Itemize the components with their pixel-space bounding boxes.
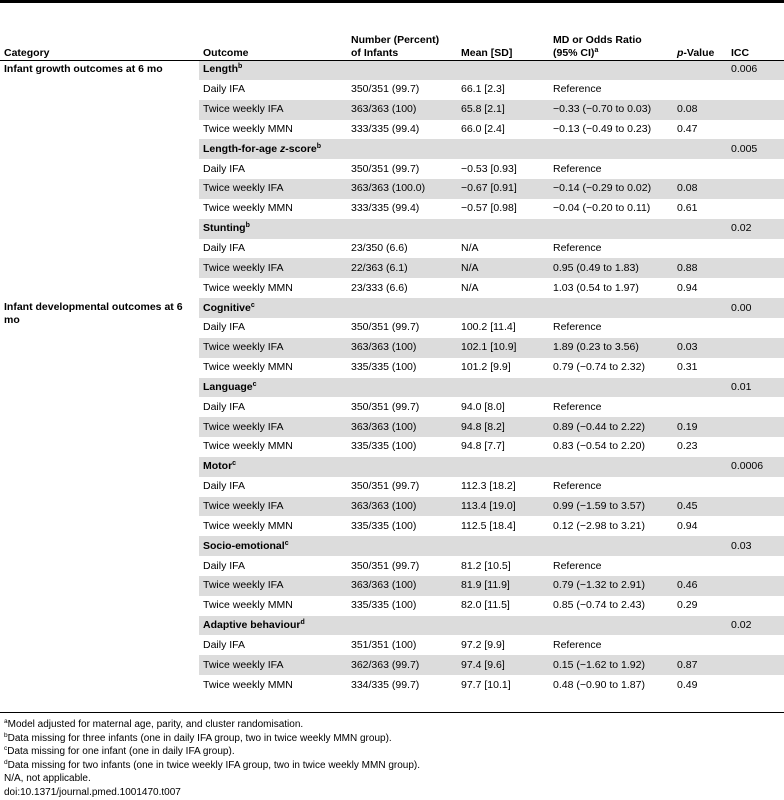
- pvalue-cell: 0.08: [673, 179, 727, 199]
- mean-cell: 113.4 [19.0]: [457, 497, 549, 517]
- number-cell: 333/335 (99.4): [351, 202, 420, 215]
- empty-cell: [673, 616, 727, 636]
- mean-cell: 102.1 [10.9]: [457, 338, 549, 358]
- md-or-cell: Reference: [553, 321, 602, 334]
- empty-cell: [457, 139, 549, 159]
- outcome-group-title: Adaptive behaviour$^d$: [199, 616, 347, 636]
- pvalue-cell: 0.29: [677, 599, 698, 612]
- empty-cell: [727, 100, 784, 120]
- table-footnotes: [4, 718, 420, 799]
- mean-cell: 112.3 [18.2]: [461, 480, 516, 493]
- empty-cell: [347, 139, 457, 159]
- pvalue-cell: 0.23: [677, 440, 698, 453]
- empty-cell: [727, 258, 784, 278]
- md-or-cell: 1.89 (0.23 to 3.56): [549, 338, 673, 358]
- outcome-group-title: Length-for-age z-score$^b$: [199, 139, 347, 159]
- md-or-cell: 0.79 (−1.32 to 2.91): [549, 576, 673, 596]
- number-cell: 335/335 (100): [351, 599, 417, 612]
- icc-cell: 0.01: [727, 378, 784, 398]
- outcome-cell: Daily IFA: [203, 559, 246, 572]
- empty-cell: [549, 60, 673, 80]
- empty-cell: [347, 457, 457, 477]
- outcome-cell: Daily IFA: [203, 400, 246, 413]
- outcome-cell: Twice weekly IFA: [199, 100, 347, 120]
- header-rule: [0, 60, 784, 61]
- mean-cell: −0.67 [0.91]: [457, 179, 549, 199]
- pvalue-cell: 0.08: [673, 100, 727, 120]
- pvalue-cell: [673, 556, 727, 576]
- md-or-cell: 0.95 (0.49 to 1.83): [549, 258, 673, 278]
- number-cell: 350/351 (99.7): [351, 83, 420, 96]
- outcome-cell: Twice weekly IFA: [199, 417, 347, 437]
- outcome-cell: Daily IFA: [203, 162, 246, 175]
- mean-cell: N/A: [461, 281, 479, 294]
- mean-cell: 94.0 [8.0]: [461, 400, 505, 413]
- empty-cell: [727, 635, 784, 655]
- empty-cell: [727, 397, 784, 417]
- empty-cell: [727, 556, 784, 576]
- empty-cell: [727, 437, 784, 457]
- empty-cell: [549, 219, 673, 239]
- mean-cell: N/A: [457, 258, 549, 278]
- number-cell: 335/335 (100): [351, 519, 417, 532]
- mean-cell: 97.4 [9.6]: [457, 655, 549, 675]
- table-bottom-rule: [0, 712, 784, 713]
- header-number: Number (Percent) of Infants: [351, 34, 440, 59]
- outcome-cell: Daily IFA: [203, 638, 246, 651]
- outcome-cell: Twice weekly MMN: [203, 122, 293, 135]
- mean-cell: 81.9 [11.9]: [457, 576, 549, 596]
- table-body: [0, 60, 784, 695]
- mean-cell: 100.2 [11.4]: [461, 321, 516, 334]
- pvalue-cell: 0.31: [677, 361, 698, 374]
- md-or-cell: 0.89 (−0.44 to 2.22): [549, 417, 673, 437]
- empty-cell: [549, 457, 673, 477]
- pvalue-cell: [673, 635, 727, 655]
- number-cell: 23/350 (6.6): [351, 242, 408, 255]
- outcome-cell: Twice weekly IFA: [199, 179, 347, 199]
- md-or-cell: 0.83 (−0.54 to 2.20): [553, 440, 645, 453]
- outcome-cell: Twice weekly MMN: [203, 361, 293, 374]
- outcome-cell: Twice weekly IFA: [199, 576, 347, 596]
- number-cell: 350/351 (99.7): [351, 480, 420, 493]
- md-or-cell: Reference: [553, 83, 602, 96]
- empty-cell: [673, 298, 727, 318]
- md-or-cell: −0.33 (−0.70 to 0.03): [549, 100, 673, 120]
- empty-cell: [347, 616, 457, 636]
- footnote: $^b$Data missing for three infants (one in daily IFA group, two in twice weekly MMN group).: [4, 731, 392, 744]
- pvalue-cell: 0.45: [673, 497, 727, 517]
- empty-cell: [727, 199, 784, 219]
- md-or-cell: 1.03 (0.54 to 1.97): [553, 281, 639, 294]
- outcome-cell: Daily IFA: [203, 480, 246, 493]
- empty-cell: [457, 616, 549, 636]
- outcome-group-title: Length$^b$: [199, 60, 347, 80]
- empty-cell: [727, 318, 784, 338]
- pvalue-cell: [673, 397, 727, 417]
- mean-cell: 97.2 [9.9]: [461, 638, 505, 651]
- pvalue-cell: 0.61: [677, 202, 698, 215]
- header-category: Category: [4, 47, 50, 59]
- pvalue-cell: [673, 159, 727, 179]
- icc-cell: 0.03: [727, 536, 784, 556]
- empty-cell: [457, 298, 549, 318]
- number-cell: 363/363 (100): [347, 338, 457, 358]
- outcome-group-title: Stunting$^b$: [199, 219, 347, 239]
- pvalue-cell: 0.88: [673, 258, 727, 278]
- pvalue-cell: [673, 239, 727, 259]
- number-cell: 350/351 (99.7): [351, 162, 420, 175]
- empty-cell: [727, 179, 784, 199]
- outcome-cell: Twice weekly MMN: [203, 281, 293, 294]
- mean-cell: 101.2 [9.9]: [461, 361, 511, 374]
- empty-cell: [727, 338, 784, 358]
- icc-cell: 0.00: [727, 298, 784, 318]
- outcome-cell: Twice weekly IFA: [199, 338, 347, 358]
- pvalue-cell: 0.94: [677, 519, 698, 532]
- empty-cell: [347, 219, 457, 239]
- number-cell: 350/351 (99.7): [351, 321, 420, 334]
- outcome-group-title: Socio-emotional$^c$: [199, 536, 347, 556]
- md-or-cell: Reference: [553, 400, 602, 413]
- empty-cell: [549, 298, 673, 318]
- empty-cell: [727, 477, 784, 497]
- icc-cell: 0.005: [727, 139, 784, 159]
- md-or-cell: Reference: [553, 162, 602, 175]
- empty-cell: [549, 139, 673, 159]
- category-cell: Infant developmental outcomes at 6 mo: [0, 298, 199, 695]
- mean-cell: 112.5 [18.4]: [461, 519, 516, 532]
- md-or-cell: 0.99 (−1.59 to 3.57): [549, 497, 673, 517]
- header-md-or: MD or Odds Ratio (95% CI)$^a$: [553, 34, 642, 59]
- mean-cell: N/A: [461, 242, 479, 255]
- empty-cell: [457, 378, 549, 398]
- empty-cell: [347, 378, 457, 398]
- pvalue-cell: [673, 80, 727, 100]
- icc-cell: 0.0006: [727, 457, 784, 477]
- number-cell: 350/351 (99.7): [351, 400, 420, 413]
- footnote: doi:10.1371/journal.pmed.1001470.t007: [4, 786, 181, 798]
- outcome-cell: Twice weekly IFA: [199, 655, 347, 675]
- empty-cell: [549, 616, 673, 636]
- number-cell: 351/351 (100): [351, 638, 417, 651]
- md-or-cell: −0.13 (−0.49 to 0.23): [553, 122, 652, 135]
- number-cell: 335/335 (100): [351, 440, 417, 453]
- outcome-cell: Twice weekly MMN: [203, 519, 293, 532]
- mean-cell: 97.7 [10.1]: [461, 678, 511, 691]
- empty-cell: [727, 576, 784, 596]
- pvalue-cell: 0.47: [677, 122, 698, 135]
- table-header-row: [0, 21, 784, 60]
- mean-cell: 65.8 [2.1]: [457, 100, 549, 120]
- number-cell: 22/363 (6.1): [347, 258, 457, 278]
- empty-cell: [727, 497, 784, 517]
- empty-cell: [673, 219, 727, 239]
- outcome-cell: Daily IFA: [203, 83, 246, 96]
- mean-cell: 94.8 [7.7]: [461, 440, 505, 453]
- empty-cell: [673, 139, 727, 159]
- footnote: $^a$Model adjusted for maternal age, parity, and cluster randomisation.: [4, 718, 304, 730]
- number-cell: 362/363 (99.7): [347, 655, 457, 675]
- footnote: $^d$Data missing for two infants (one in twice weekly IFA group, two in twice weekly MMN group).: [4, 758, 421, 771]
- mean-cell: −0.57 [0.98]: [461, 202, 517, 215]
- empty-cell: [673, 378, 727, 398]
- md-or-cell: 0.12 (−2.98 to 3.21): [553, 519, 645, 532]
- header-mean: Mean [SD]: [461, 47, 513, 59]
- empty-cell: [457, 219, 549, 239]
- empty-cell: [727, 655, 784, 675]
- number-cell: 363/363 (100): [347, 497, 457, 517]
- outcome-cell: Twice weekly MMN: [203, 678, 293, 691]
- md-or-cell: 0.85 (−0.74 to 2.43): [553, 599, 645, 612]
- table-top-rule: [0, 0, 784, 3]
- md-or-cell: −0.04 (−0.20 to 0.11): [553, 202, 651, 215]
- number-cell: 363/363 (100): [347, 100, 457, 120]
- pvalue-cell: 0.46: [673, 576, 727, 596]
- mean-cell: 66.0 [2.4]: [461, 122, 505, 135]
- empty-cell: [457, 536, 549, 556]
- md-or-cell: Reference: [553, 638, 602, 651]
- outcome-cell: Twice weekly MMN: [203, 440, 293, 453]
- empty-cell: [673, 457, 727, 477]
- icc-cell: 0.02: [727, 616, 784, 636]
- md-or-cell: Reference: [553, 242, 602, 255]
- md-or-cell: 0.79 (−0.74 to 2.32): [553, 361, 645, 374]
- header-icc: ICC: [731, 47, 750, 59]
- number-cell: 363/363 (100): [347, 576, 457, 596]
- outcome-cell: Daily IFA: [203, 321, 246, 334]
- empty-cell: [727, 675, 784, 695]
- empty-cell: [549, 536, 673, 556]
- mean-cell: 81.2 [10.5]: [461, 559, 511, 572]
- outcome-cell: Twice weekly MMN: [203, 599, 293, 612]
- md-or-cell: 0.15 (−1.62 to 1.92): [549, 655, 673, 675]
- footnote: N/A, not applicable.: [4, 773, 91, 784]
- empty-cell: [727, 239, 784, 259]
- empty-cell: [457, 457, 549, 477]
- empty-cell: [727, 80, 784, 100]
- header-outcome: Outcome: [203, 47, 249, 59]
- md-or-cell: −0.14 (−0.29 to 0.02): [549, 179, 673, 199]
- outcome-group-row: [0, 60, 784, 80]
- number-cell: 335/335 (100): [351, 361, 417, 374]
- number-cell: 23/333 (6.6): [351, 281, 408, 294]
- number-cell: 363/363 (100): [347, 417, 457, 437]
- number-cell: 333/335 (99.4): [351, 122, 420, 135]
- pvalue-cell: [673, 318, 727, 338]
- md-or-cell: Reference: [553, 480, 602, 493]
- pvalue-cell: 0.49: [677, 678, 698, 691]
- empty-cell: [727, 596, 784, 616]
- footnote: $^c$Data missing for one infant (one in daily IFA group).: [4, 745, 235, 757]
- number-cell: 350/351 (99.7): [351, 559, 420, 572]
- empty-cell: [727, 516, 784, 536]
- category-cell: Infant growth outcomes at 6 mo: [0, 60, 199, 298]
- empty-cell: [727, 278, 784, 298]
- outcome-group-title: Cognitive$^c$: [199, 298, 347, 318]
- empty-cell: [457, 60, 549, 80]
- mean-cell: 82.0 [11.5]: [461, 599, 510, 612]
- empty-cell: [347, 60, 457, 80]
- number-cell: 363/363 (100.0): [347, 179, 457, 199]
- pvalue-cell: [673, 477, 727, 497]
- empty-cell: [727, 159, 784, 179]
- mean-cell: −0.53 [0.93]: [461, 162, 517, 175]
- empty-cell: [727, 417, 784, 437]
- pvalue-cell: 0.94: [677, 281, 698, 294]
- results-table: [0, 21, 784, 695]
- outcome-group-row: [0, 298, 784, 318]
- empty-cell: [347, 298, 457, 318]
- pvalue-cell: 0.19: [673, 417, 727, 437]
- outcome-cell: Daily IFA: [203, 242, 246, 255]
- outcome-cell: Twice weekly IFA: [199, 258, 347, 278]
- icc-cell: 0.006: [727, 60, 784, 80]
- number-cell: 334/335 (99.7): [351, 678, 420, 691]
- md-or-cell: 0.48 (−0.90 to 1.87): [553, 678, 645, 691]
- header-pvalue: p-Value: [677, 47, 715, 59]
- empty-cell: [673, 536, 727, 556]
- icc-cell: 0.02: [727, 219, 784, 239]
- outcome-cell: Twice weekly IFA: [199, 497, 347, 517]
- empty-cell: [549, 378, 673, 398]
- outcome-group-title: Language$^c$: [199, 378, 347, 398]
- mean-cell: 94.8 [8.2]: [457, 417, 549, 437]
- pvalue-cell: 0.03: [673, 338, 727, 358]
- outcome-group-title: Motor$^c$: [199, 457, 347, 477]
- empty-cell: [347, 536, 457, 556]
- pvalue-cell: 0.87: [673, 655, 727, 675]
- mean-cell: 66.1 [2.3]: [461, 83, 505, 96]
- outcome-cell: Twice weekly MMN: [203, 202, 293, 215]
- empty-cell: [727, 358, 784, 378]
- empty-cell: [673, 60, 727, 80]
- md-or-cell: Reference: [553, 559, 602, 572]
- empty-cell: [727, 120, 784, 140]
